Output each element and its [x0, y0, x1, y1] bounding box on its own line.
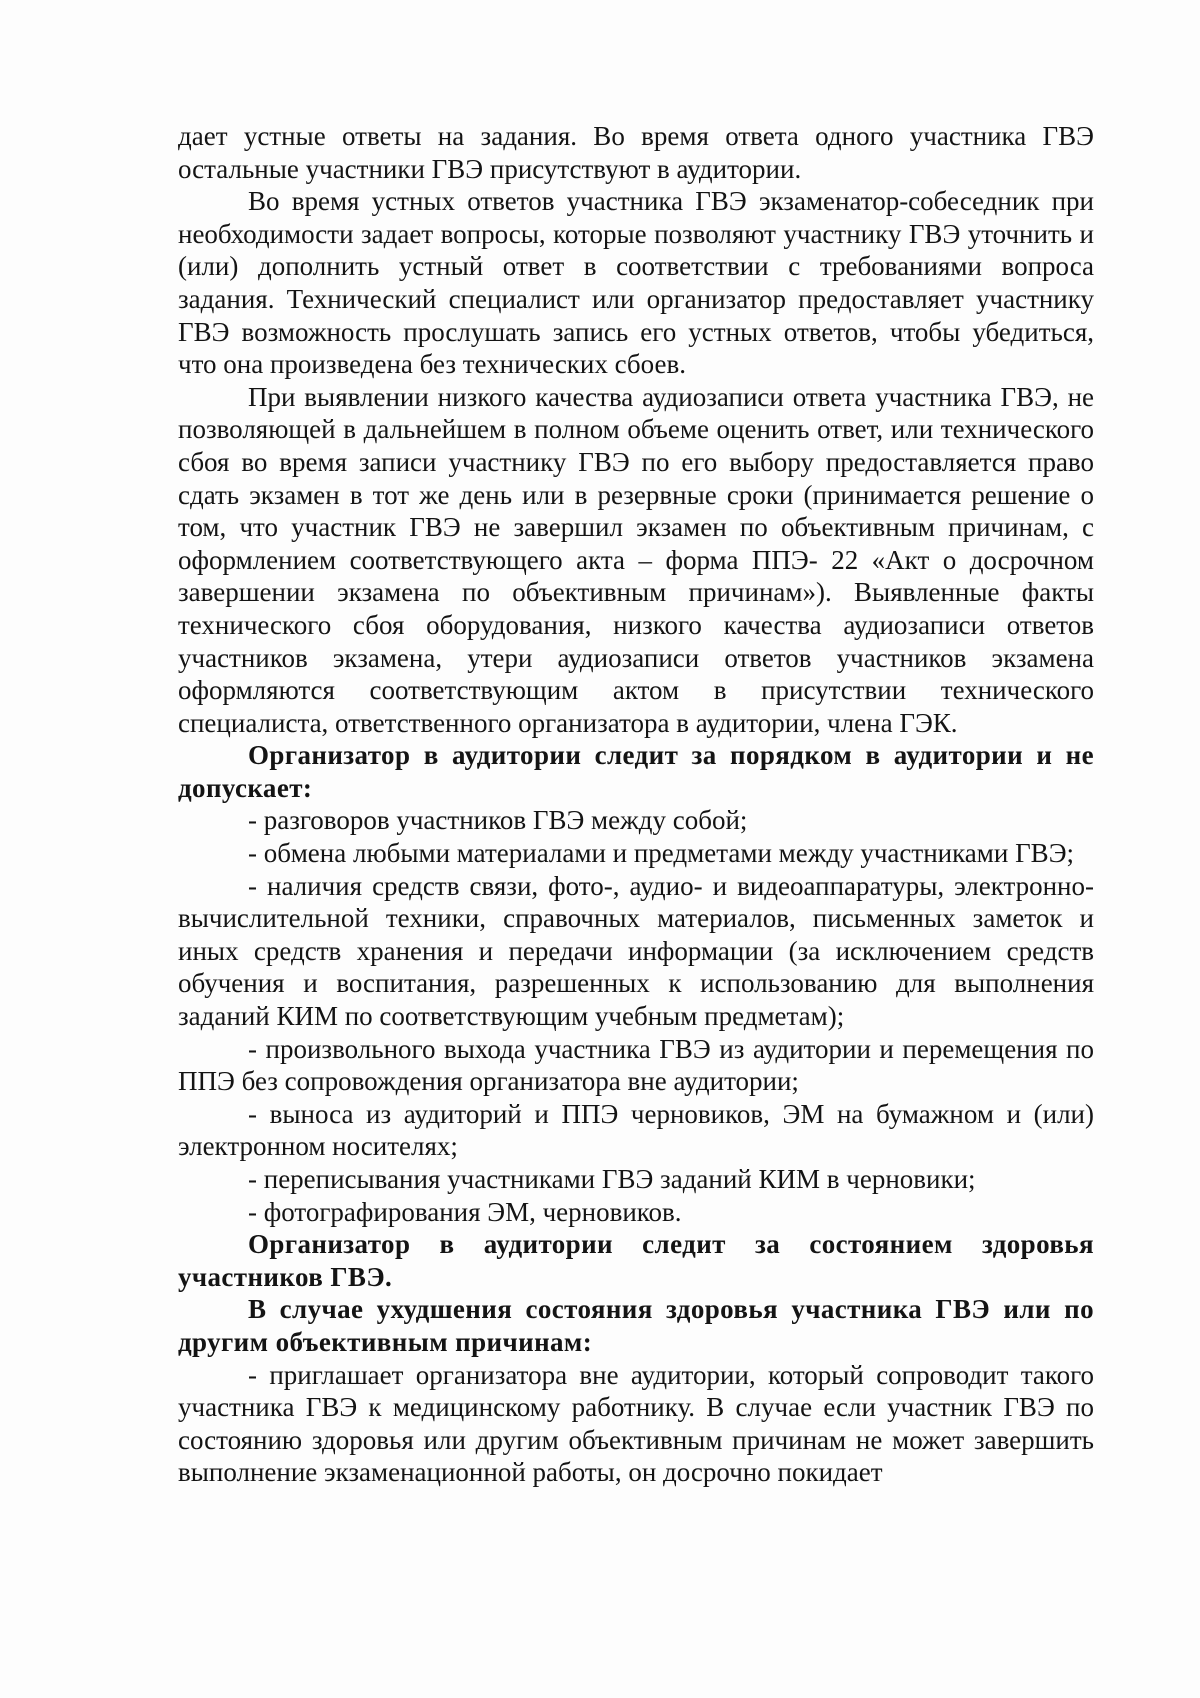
- list-item-leaving-auditorium: - произвольного выхода участника ГВЭ из аудитории и перемещения по ППЭ без сопровождения организатора вне аудитории;: [178, 1033, 1094, 1097]
- list-item-material-exchange: - обмена любыми материалами и предметами между участниками ГВЭ;: [248, 838, 1075, 869]
- list-item-removing-drafts: - выноса из аудиторий и ППЭ черновиков, ЭМ на бумажном и (или) электронном носителях;: [178, 1098, 1094, 1162]
- list-item-invite-organizer: - приглашает организатора вне аудитории, который сопроводит такого участника ГВЭ к медицинскому работнику. В случае если участник ГВЭ по состоянию здоровья или другим объективным причинам не может завершить выполнение экзаменационной работы, он досрочно покидает: [178, 1359, 1094, 1488]
- heading-health-deterioration: В случае ухудшения состояния здоровья участника ГВЭ или по другим объективным причинам:: [178, 1294, 1094, 1357]
- paragraph-audio-quality: При выявлении низкого качества аудиозаписи ответа участника ГВЭ, не позволяющей в дальнейшем в полном объеме оценить ответ, или технического сбоя во время записи участнику ГВЭ по его выбору предоставляется право сдать экзамен в тот же день или в резервные сроки (принимается решение о том, что участник ГВЭ не завершил экзамен по объективным причинам, с оформлением соответствующего акта – форма ППЭ- 22 «Акт о досрочном завершении экзамена по объективным причинам»). Выявленные факты технического сбоя оборудования, низкого качества аудиозаписи ответов участников экзамена, утери аудиозаписи ответов участников экзамена оформляются соответствующим актом в присутствии технического специалиста, ответственного организатора в аудитории, члена ГЭК.: [178, 381, 1094, 738]
- heading-health-monitoring: Организатор в аудитории следит за состоянием здоровья участников ГВЭ.: [178, 1229, 1094, 1292]
- document-body: [178, 120, 1094, 1489]
- list-item-photographing: - фотографирования ЭМ, черновиков.: [248, 1196, 682, 1227]
- heading-order-in-auditorium: Организатор в аудитории следит за порядком в аудитории и не допускает:: [178, 740, 1094, 803]
- list-item-communication-devices: - наличия средств связи, фото-, аудио- и видеоаппаратуры, электронно- вычислительной техники, справочных материалов, письменных заметок и иных средств хранения и передачи информации (за исключением средств обучения и воспитания, разрешенных к использованию для выполнения заданий КИМ по соответствующим учебным предметам);: [178, 870, 1094, 1032]
- list-item-conversations: - разговоров участников ГВЭ между собой;: [248, 805, 748, 836]
- paragraph-examiner-questions: Во время устных ответов участника ГВЭ экзаменатор-собеседник при необходимости задает вопросы, которые позволяют участнику ГВЭ уточнить и (или) дополнить устный ответ в соответствии с требованиями вопроса задания. Технический специалист или организатор предоставляет участнику ГВЭ возможность прослушать запись его устных ответов, чтобы убедиться, что она произведена без технических сбоев.: [178, 186, 1094, 380]
- paragraph-oral-answers: дает устные ответы на задания. Во время ответа одного участника ГВЭ остальные участники ГВЭ присутствуют в аудитории.: [178, 121, 1094, 184]
- list-item-copying-tasks: - переписывания участниками ГВЭ заданий КИМ в черновики;: [248, 1164, 976, 1194]
